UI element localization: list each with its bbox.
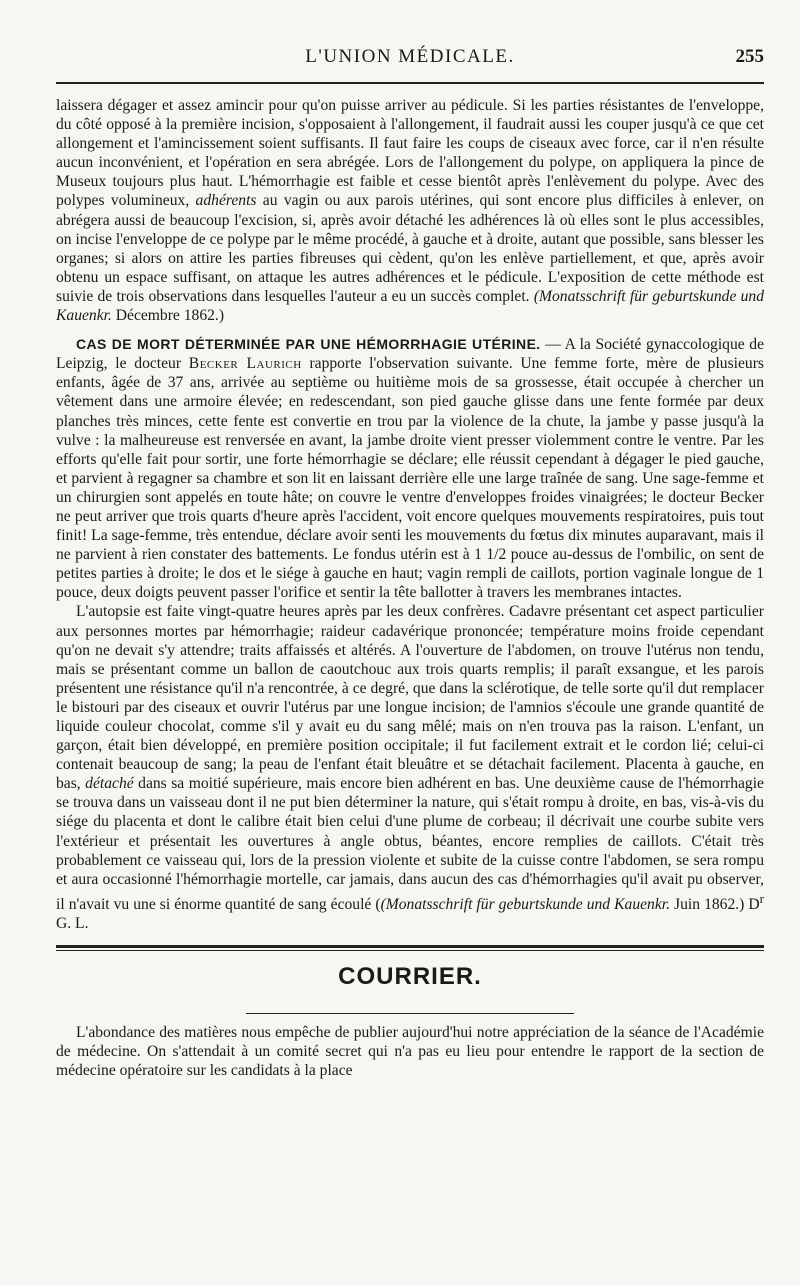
author-name: Becker Laurich: [188, 355, 302, 373]
paragraph-text: dans sa moitié supérieure, mais encore bien adhérent en bas. Une deuxième cause de l'hémorrhagie se trouva dans un vaisseau dont il ne put bien déterminer la nature, qui s'était rompu à droite, en bas, vis-à-vis du siége du placenta et dont le calibre était bien celui d'une plume de corbeau; il décrivait une courbe subite vers l'extérieur et présentait les ouvertures à angle obtus, béantes, encore remplies de caillots. C'était très probablement ce vaisseau qui, lors de la pression violente et subite de la cuisse contre l'abdomen, se sera rompu et aura occasionné l'hémorrhagie mortelle, car jamais, dans aucun des cas d'hémorrhagies qu'il avait pu observer, il n'avait vu une si énorme quantité de sang écoulé (: [56, 775, 764, 914]
section-title: COURRIER.: [338, 963, 482, 991]
section-break: [56, 945, 764, 1023]
paragraph-text: L'autopsie est faite vingt-quatre heures après par les deux confrères. Cadavre présentant cet aspect particulier aux personnes mortes par hémorrhagie; raideur cadavérique prononcée; température moins froide cependant qu'on ne devait s'y attendre; traits affaissés et altérés. A l'ouverture de l'abdomen, on trouve l'utérus non tendu, mais se présentant comme un ballon de caoutchouc aux trois quarts remplis; il paraît exsangue, et les parois présentent une résistance qu'il n'a rencontrée, à ce degré, que dans la sclérotique, de telle sorte qu'il dut remplacer le bistouri par des ciseaux et ouvrir l'utérus par une longue incision; de l'amnios s'écoule une grande quantité de liquide couleur chocolat, comme s'il y avait eu du sang mêlé; mais on n'en trouva pas la raison. L'enfant, un garçon, était bien développé, en première position occipitale; il fut facilement extrait et le cordon lié; celui-ci contenait beaucoup de sang; la peau de l'enfant était bleuâtre et se détachait facilement. Placenta à gauche, en bas,: [56, 603, 764, 793]
citation-date: Juin 1862.) D: [670, 896, 760, 914]
superscript: r: [759, 890, 764, 906]
citation-date: Décembre 1862.): [111, 307, 225, 325]
page-number: 255: [735, 46, 764, 67]
paragraph-polype-excision: [56, 96, 764, 325]
header-rule: [56, 82, 764, 84]
paragraph-autopsy: [56, 602, 764, 933]
paragraph-text: rapporte l'observation suivante. Une femme forte, mère de plusieurs enfants, âgée de 37 ans, arrivée au septième ou huitième mois de sa grossesse, était occupée à chercher un vêtement dans une armoire élevée; en redescendant, son pied gauche glisse dans une fente formée par deux planches très minces, cette fente est convertie en trou par la violence de la chute, la jambe y passe jusqu'à la vulve : la malheureuse est renversée en avant, la jambe droite vient presser violemment contre le ventre. Par les efforts qu'elle fait pour sortir, une forte hémorrhagie se déclare; elle réussit cependant à dégager le pied gauche, et parvient à regagner sa chambre et son lit en laissant derrière elle une large traînée de sang. Une sage-femme et un chirurgien sont appelés en toute hâte; on couvre le ventre d'enveloppes froides vinaigrées; le docteur Becker ne peut arriver que trois quarts d'heure après l'accident, voit encore quelques mouvements respiratoires, puis tout finit! La sage-femme, très entendue, déclare avoir senti les mouvements du fœtus dix minutes auparavant, mais il ne parvient à rien constater des battements. Le fondus utérin est à 1 1/2 pouce au-dessus de l'ombilic, on sent de petites parties à droite; le dos et le siége à gauche en haut; vagin rempli de caillots, portion vaginale longue de 1 pouce, deux doigts peuvent passer l'orifice et sentir la tête ballotter à travers les membranes intactes.: [56, 355, 764, 602]
page-header: [56, 46, 764, 76]
running-head: L'UNION MÉDICALE.: [305, 46, 515, 67]
signature: G. L.: [56, 915, 89, 933]
emphasis-text: détaché: [85, 775, 134, 793]
paragraph-text: au vagin ou aux parois utérines, qui sont encore plus difficiles à enlever, on abrégera aussi de beaucoup l'excision, si, après avoir détaché les adhérences là où elles sont le plus accessibles, on incise l'enveloppe de ce polype par le même procédé, à gauche et à droite, autant que possible, sans blesser les organes; si alors on attire les parties fibreuses qui cèdent, qu'on les enlève partiellement, et que, après avoir obtenu un espace suffisant, on attaque les autres adhérences et le pédicule. L'exposition de cette méthode est suivie de trois observations dans lesquelles l'auteur a eu un succès complet.: [56, 192, 765, 305]
double-rule: [56, 945, 764, 948]
article-body: [56, 96, 764, 1081]
paragraph-text: — A la Société gynaccologique de Leipzig, le docteur: [56, 336, 765, 373]
citation-journal: (Monatsschrift für geburtskunde und Kauenkr.: [56, 287, 765, 325]
emphasis-text: adhérents: [195, 192, 257, 210]
paragraph-text: L'abondance des matières nous empêche de publier aujourd'hui notre appréciation de la séance de l'Académie de médecine. On s'attendait à un comité secret qui n'a pas eu lieu pour entendre le rapport de la section de médecine opératoire sur les candidats à la place: [56, 1024, 764, 1080]
paragraph-case-report: [56, 335, 764, 602]
citation-journal: (Monatsschrift für geburtskunde und Kauenkr.: [380, 896, 671, 914]
paragraph-text: laissera dégager et assez amincir pour qu'on puisse arriver au pédicule. Si les parties résistantes de l'enveloppe, du côté opposé à la première incision, s'opposaient à l'allongement, il faudrait aussi les couper jusqu'à ce que cet allongement et l'amincissement soient suffisants. Il faut faire les coups de ciseaux avec force, car il n'en résulte aucun inconvénient, et l'opération en sera abrégée. Lors de l'allongement du polype, on appliquera la pince de Museux toujours plus haut. L'hémorrhagie est faible et cesse bientôt après l'enlèvement du polype. Avec des polypes volumineux,: [56, 97, 764, 210]
run-in-heading: CAS DE MORT DÉTERMINÉE PAR UNE HÉMORRHAGIE UTÉRINE.: [76, 336, 541, 353]
paragraph-courrier: [56, 1023, 764, 1080]
section-rule: [246, 1013, 574, 1014]
